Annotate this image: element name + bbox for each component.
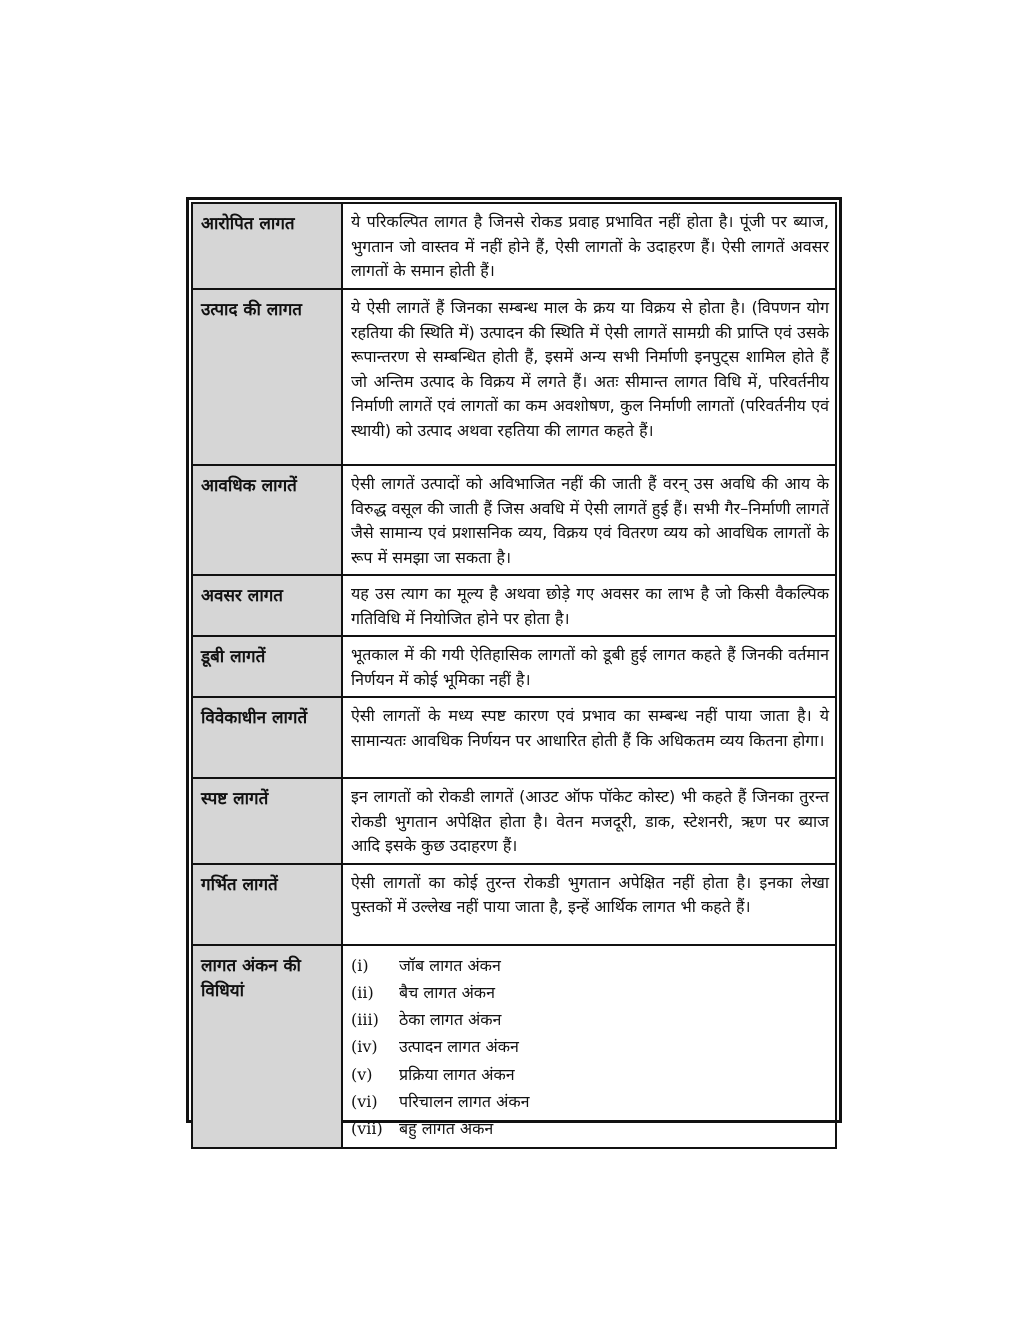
list-item (351, 1088, 829, 1115)
term-cell: उत्पाद की लागत (192, 289, 342, 465)
list-item (351, 1006, 829, 1033)
list-item-text: जॉब लागत अंकन (399, 955, 501, 975)
list-item (351, 952, 829, 979)
term-cell: डूबी लागतें (192, 636, 342, 697)
list-item (351, 1033, 829, 1060)
table-row (192, 636, 836, 697)
term-cell: आवधिक लागतें (192, 465, 342, 575)
description-cell: ऐसी लागतों का कोई तुरन्त रोकडी भुगतान अपेक्षित नहीं होता है। इनका लेखा पुस्तकों में उल्लेख नहीं पाया जाता है, इन्हें आर्थिक लागत भी कहते हैं। (342, 864, 836, 945)
list-item-text: बहु लागत अंकन (399, 1119, 494, 1139)
table-row (192, 945, 836, 1148)
list-item-number: (i) (351, 955, 369, 975)
table-row (192, 864, 836, 945)
list-item-number: (vii) (351, 1119, 383, 1139)
term-cell: विवेकाधीन लागतें (192, 697, 342, 778)
list-item-number: (v) (351, 1064, 373, 1084)
list-item-number: (ii) (351, 982, 374, 1002)
description-cell: भूतकाल में की गयी ऐतिहासिक लागतों को डूबी हुई लागत कहते हैं जिनकी वर्तमान निर्णयन में कोई भूमिका नहीं है। (342, 636, 836, 697)
term-cell: अवसर लागत (192, 575, 342, 636)
description-cell: ये परिकल्पित लागत है जिनसे रोकड प्रवाह प्रभावित नहीं होता है। पूंजी पर ब्याज, भुगतान जो वास्तव में नहीं होने हैं, ऐसी लागतों के उदाहरण हैं। ऐसी लागतें अवसर लागतों के समान होती हैं। (342, 203, 836, 289)
description-cell: यह उस त्याग का मूल्य है अथवा छोड़े गए अवसर का लाभ है जो किसी वैकल्पिक गतिविधि में नियोजित होने पर होता है। (342, 575, 836, 636)
table-row (192, 203, 836, 289)
list-item-text: बैच लागत अंकन (399, 982, 495, 1002)
description-cell: ऐसी लागतें उत्पादों को अविभाजित नहीं की जाती हैं वरन् उस अवधि की आय के विरुद्ध वसूल की जाती हैं जिस अवधि में ऐसी लागतें हुई हैं। सभी गैर–निर्माणी लागतें जैसे सामान्य एवं प्रशासनिक व्यय, विक्रय एवं वितरण व्यय को आवधिक लागतों के रूप में समझा जा सकता है। (342, 465, 836, 575)
table-row (192, 575, 836, 636)
list-item-text: प्रक्रिया लागत अंकन (399, 1064, 515, 1084)
list-item (351, 1115, 829, 1142)
list-item-text: उत्पादन लागत अंकन (399, 1037, 519, 1057)
term-cell: लागत अंकन की विधियां (192, 945, 342, 1148)
table-row (192, 778, 836, 864)
methods-list-cell (342, 945, 836, 1148)
cost-definitions-table (191, 202, 837, 1149)
list-item-text: परिचालन लागत अंकन (399, 1091, 530, 1111)
table-row (192, 289, 836, 465)
term-cell: गर्भित लागतें (192, 864, 342, 945)
term-cell: आरोपित लागत (192, 203, 342, 289)
description-cell: इन लागतों को रोकडी लागतें (आउट ऑफ पॉकेट कोस्ट) भी कहते हैं जिनका तुरन्त रोकडी भुगतान अपेक्षित होता है। वेतन मजदूरी, डाक, स्टेशनरी, ऋण पर ब्याज आदि इसके कुछ उदाहरण हैं। (342, 778, 836, 864)
list-item-text: ठेका लागत अंकन (399, 1010, 502, 1030)
cost-table-frame (186, 197, 842, 1139)
list-item (351, 979, 829, 1006)
table-row (192, 697, 836, 778)
list-item-number: (iv) (351, 1037, 378, 1057)
term-cell: स्पष्ट लागतें (192, 778, 342, 864)
list-item (351, 1061, 829, 1088)
list-item-number: (vi) (351, 1091, 378, 1111)
table-row (192, 465, 836, 575)
costing-methods-list (351, 952, 829, 1143)
list-item-number: (iii) (351, 1010, 379, 1030)
description-cell: ऐसी लागतों के मध्य स्पष्ट कारण एवं प्रभाव का सम्बन्ध नहीं पाया जाता है। ये सामान्यतः आवधिक निर्णयन पर आधारित होती हैं कि अधिकतम व्यय कितना होगा। (342, 697, 836, 778)
description-cell: ये ऐसी लागतें हैं जिनका सम्बन्ध माल के क्रय या विक्रय से होता है। (विपणन योग रहतिया की स्थिति में) उत्पादन की स्थिति में ऐसी लागतें सामग्री की प्राप्ति एवं उसके रूपान्तरण से सम्बन्धित होती हैं, इसमें अन्य सभी निर्माणी इनपुट्स शामिल होते हैं जो अन्तिम उत्पाद के विक्रय में लगते हैं। अतः सीमान्त लागत विधि में, परिवर्तनीय निर्माणी लागतें एवं लागतों का कम अवशोषण, कुल निर्माणी लागतों (परिवर्तनीय एवं स्थायी) को उत्पाद अथवा रहतिया की लागत कहते हैं। (342, 289, 836, 465)
